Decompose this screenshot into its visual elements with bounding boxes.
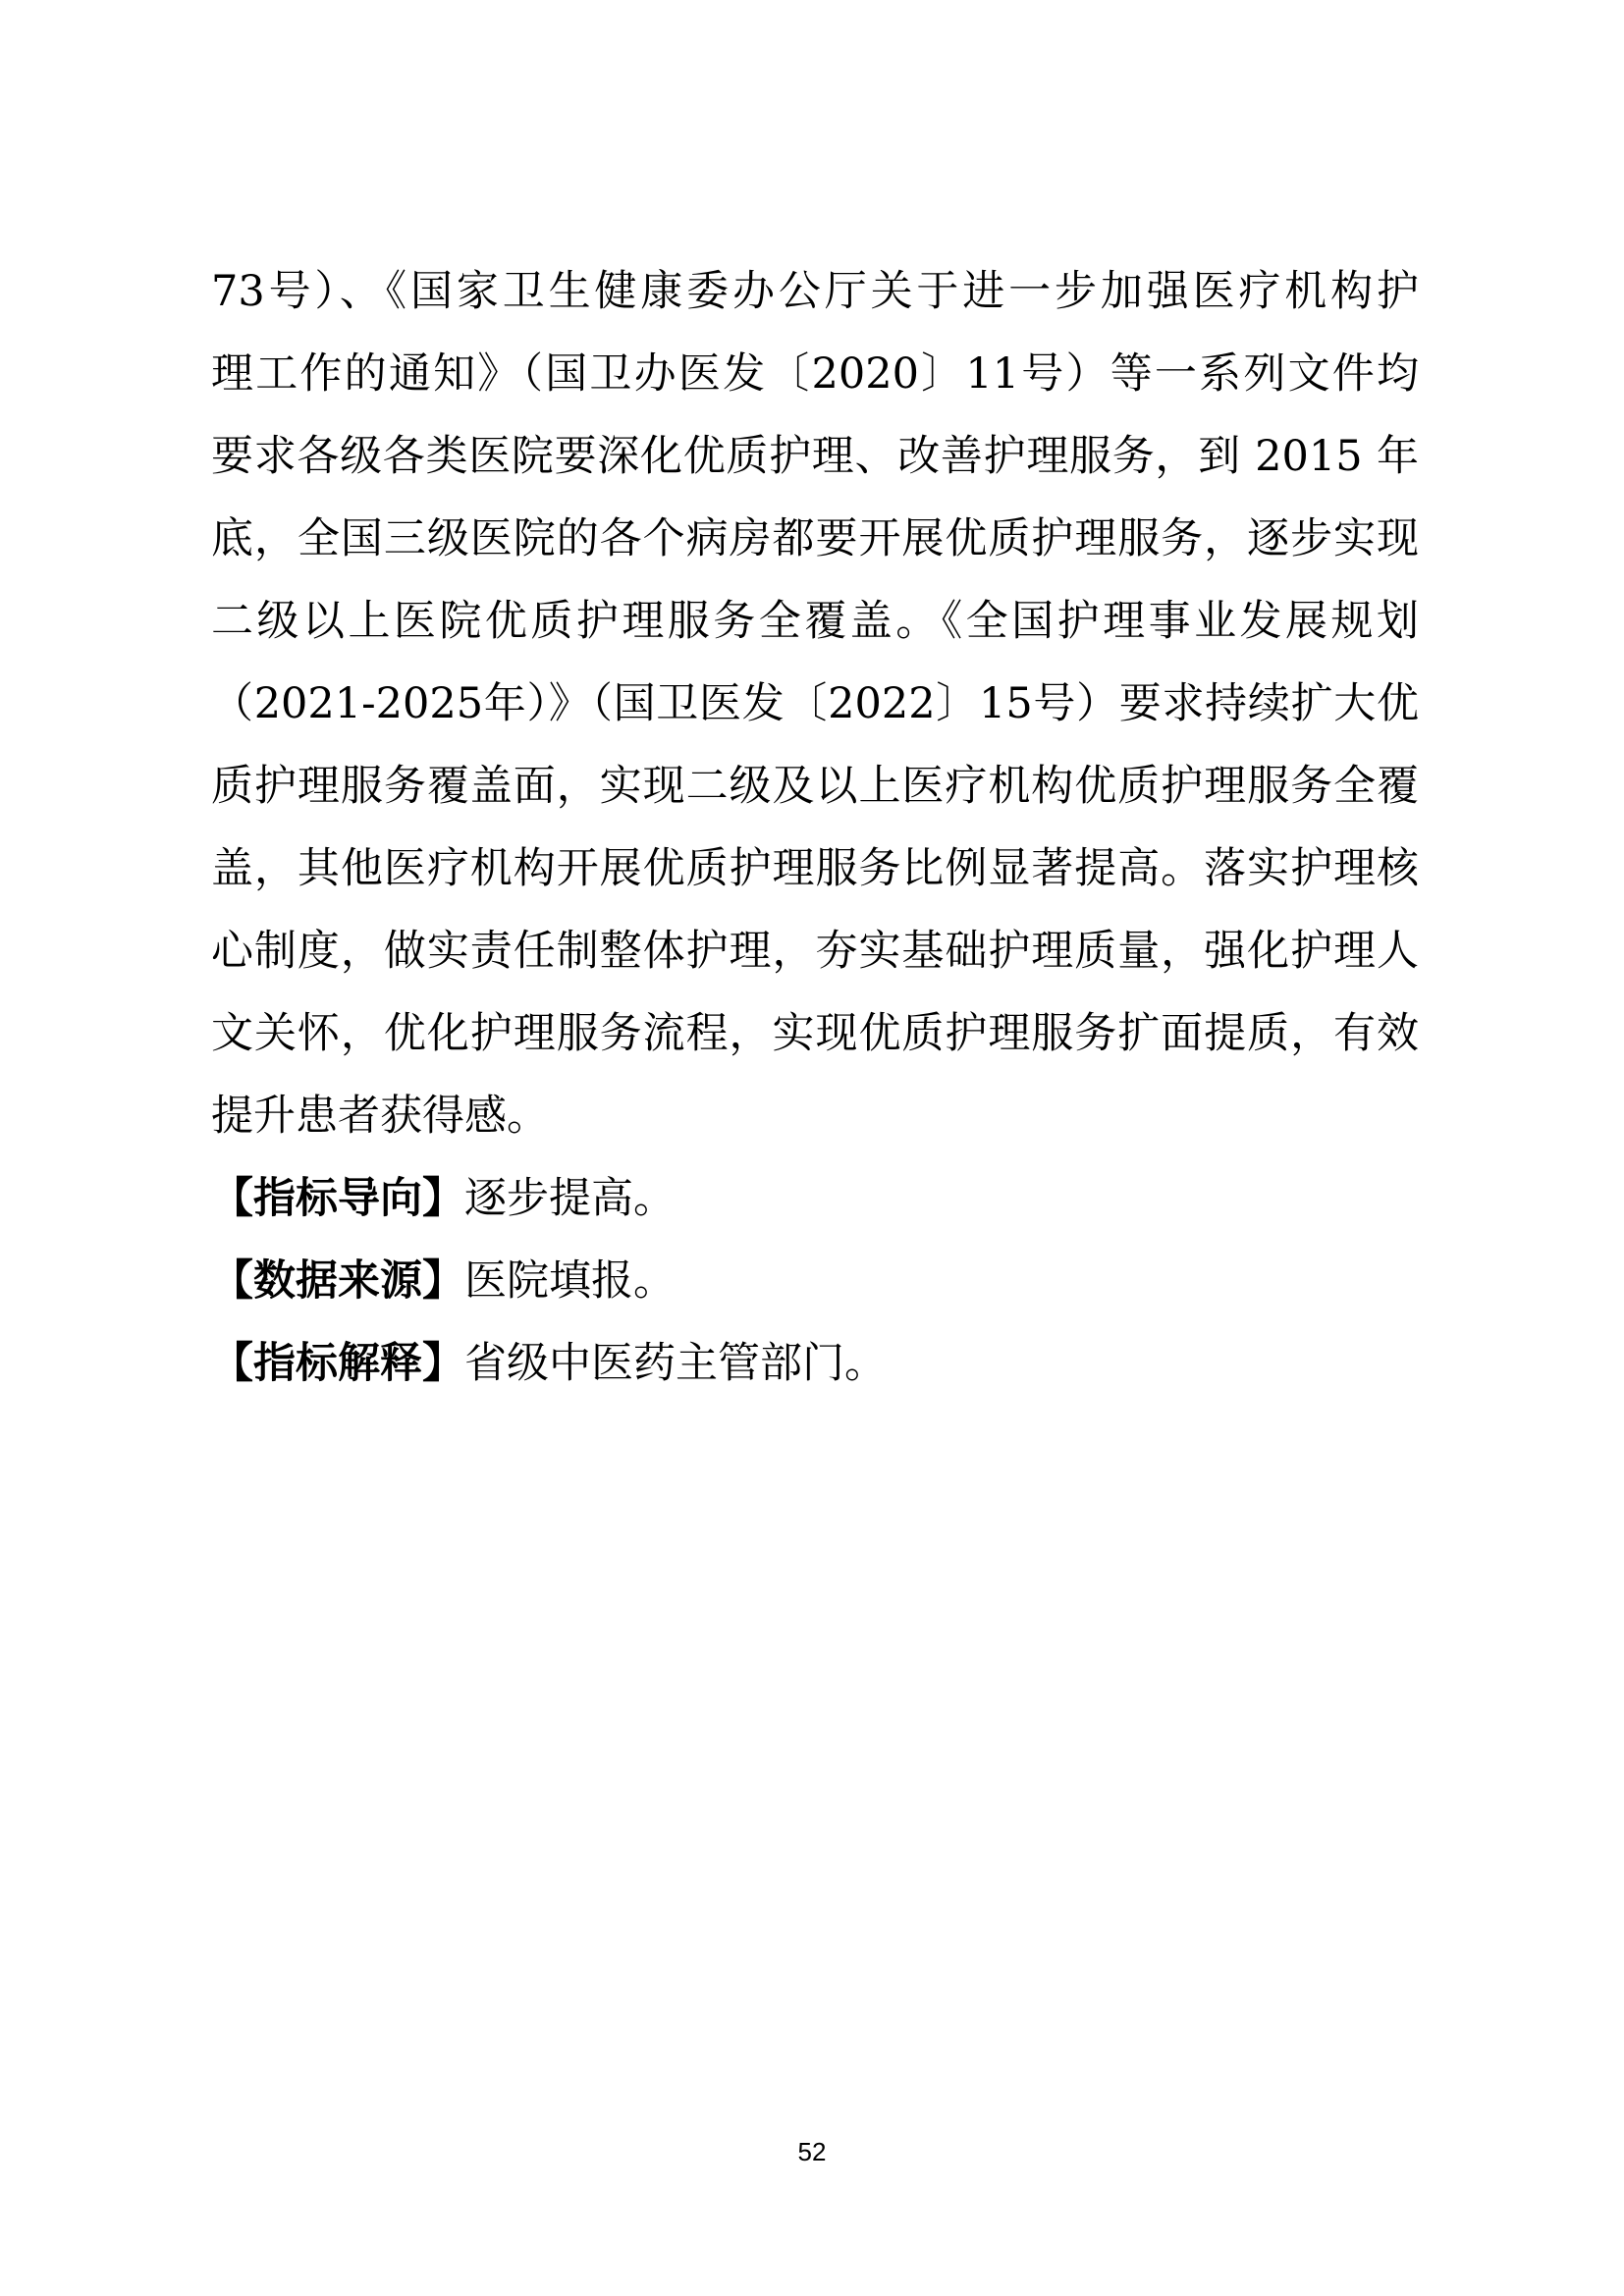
body-text bbox=[211, 250, 1419, 1405]
paragraph-line: 73号）、《国家卫生健康委办公厅关于进一步加强医疗机构护 bbox=[211, 267, 1419, 316]
paragraph-line: 提升患者获得感。 bbox=[211, 1092, 549, 1141]
indicator-direction-label: 【指标导向】 bbox=[211, 1174, 464, 1223]
paragraph-line: 质护理服务覆盖面，实现二级及以上医疗机构优质护理服务全覆 bbox=[211, 762, 1419, 811]
paragraph-line: 要求各级各类医院要深化优质护理、改善护理服务，到 2015 年 bbox=[211, 432, 1419, 481]
paragraph-line: 二级以上医院优质护理服务全覆盖。《全国护理事业发展规划 bbox=[211, 597, 1419, 646]
indicator-explanation-row bbox=[211, 1322, 1419, 1405]
paragraph-line: 心制度，做实责任制整体护理，夯实基础护理质量，强化护理人 bbox=[211, 927, 1419, 976]
paragraph-line: 盖，其他医疗机构开展优质护理服务比例显著提高。落实护理核 bbox=[211, 844, 1419, 893]
data-source-label: 【数据来源】 bbox=[211, 1256, 464, 1306]
data-source-value: 医院填报。 bbox=[464, 1256, 676, 1306]
page-number: 52 bbox=[797, 2137, 827, 2166]
paragraph-line: 底，全国三级医院的各个病房都要开展优质护理服务，逐步实现 bbox=[211, 514, 1419, 563]
indicator-direction-value: 逐步提高。 bbox=[464, 1174, 676, 1223]
indicator-explanation-value: 省级中医药主管部门。 bbox=[464, 1339, 887, 1388]
paragraph-line: 理工作的通知》（国卫办医发〔2020〕11号）等一系列文件均 bbox=[211, 349, 1419, 399]
indicator-direction-row bbox=[211, 1157, 1419, 1240]
data-source-row bbox=[211, 1240, 1419, 1322]
paragraph-line: （2021-2025年）》（国卫医发〔2022〕15号）要求持续扩大优 bbox=[211, 679, 1419, 728]
paragraph-line: 文关怀，优化护理服务流程，实现优质护理服务扩面提质，有效 bbox=[211, 1009, 1419, 1058]
indicator-explanation-label: 【指标解释】 bbox=[211, 1339, 464, 1388]
